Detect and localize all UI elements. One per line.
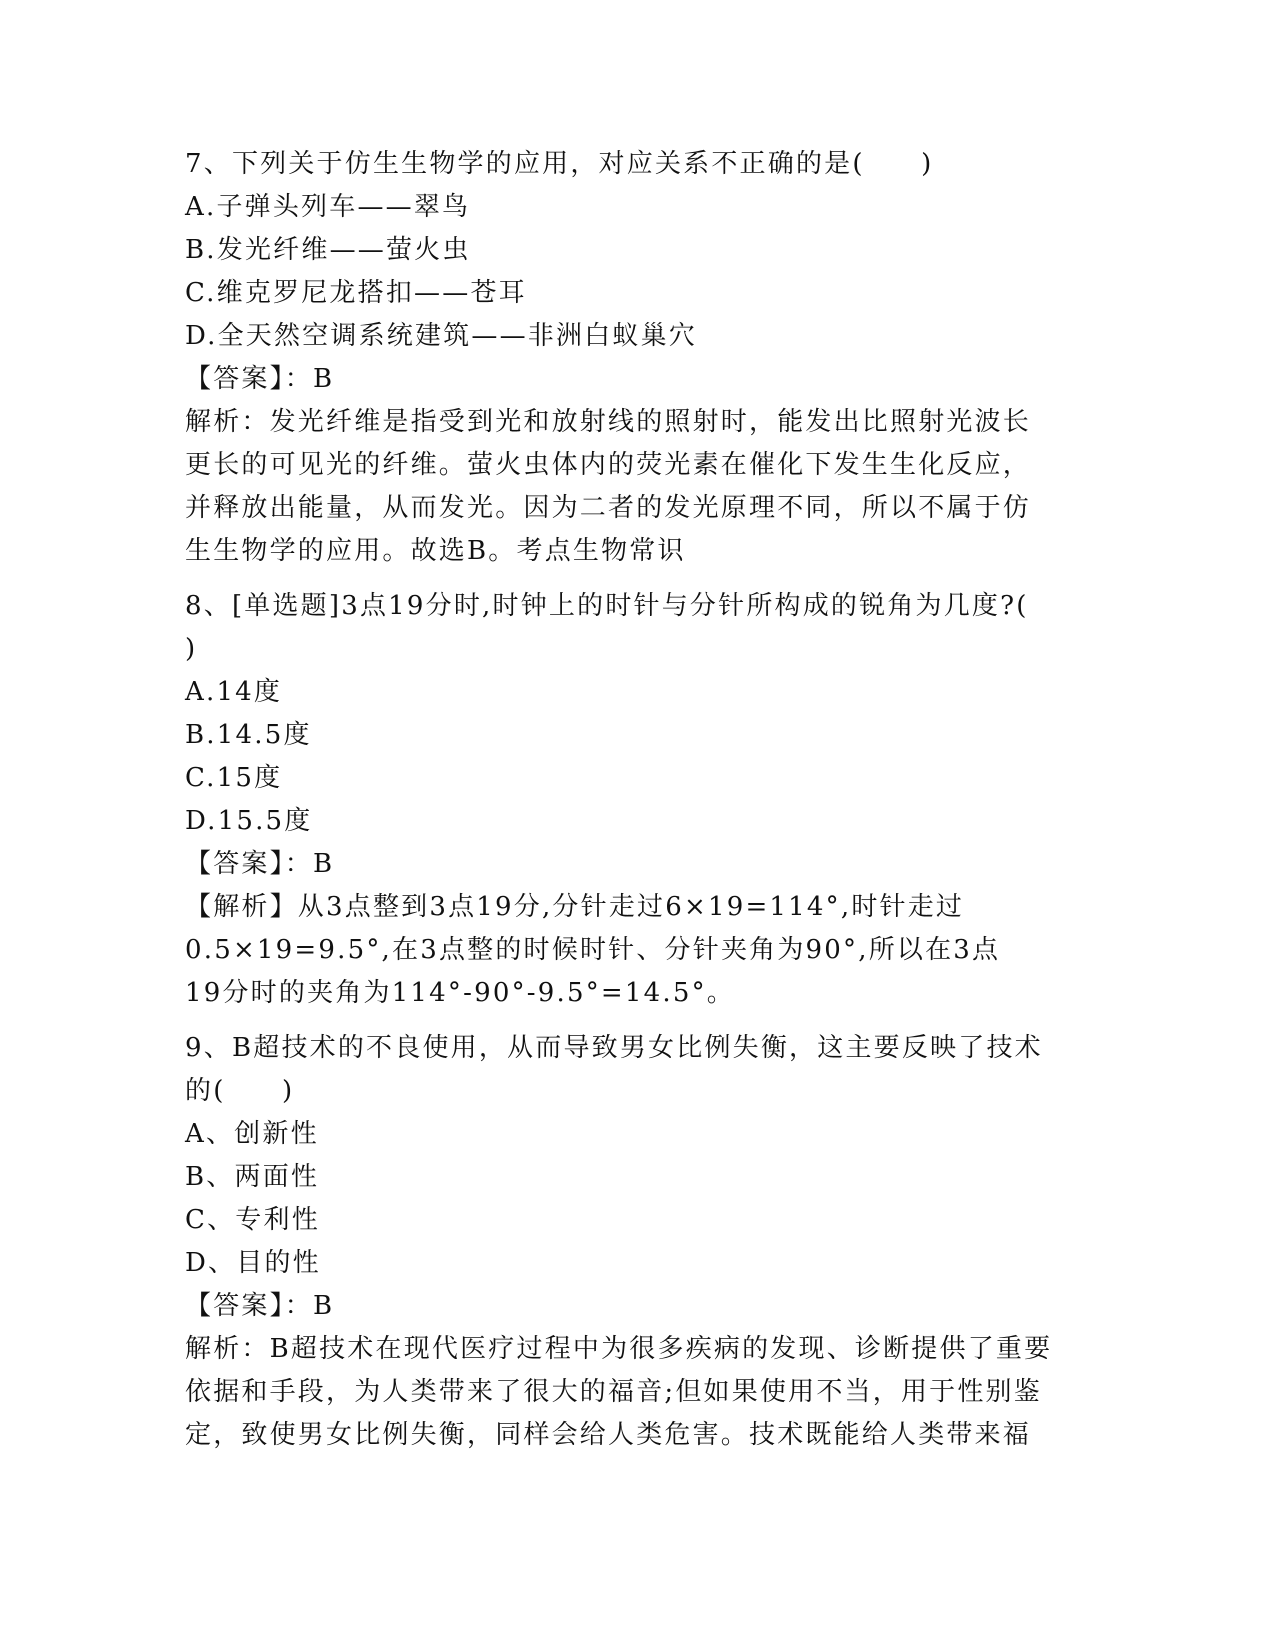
question-9-option-b: B、两面性	[185, 1162, 320, 1192]
question-7-option-b: B.发光纤维——萤火虫	[185, 235, 471, 265]
question-9-option-d: D、目的性	[185, 1248, 321, 1278]
question-8-stem-line-2: )	[185, 634, 198, 664]
question-8-option-b: B.14.5度	[185, 720, 312, 750]
question-gap	[185, 1015, 1085, 1027]
question-7-option-d: D.全天然空调系统建筑——非洲白蚁巢穴	[185, 321, 697, 351]
question-8-option-a: A.14度	[185, 677, 283, 707]
question-9	[185, 1027, 1085, 1457]
document-content	[185, 143, 1085, 1457]
question-9-explanation-line-1: 解析：B超技术在现代医疗过程中为很多疾病的发现、诊断提供了重要	[185, 1334, 1053, 1364]
question-7	[185, 143, 1085, 573]
question-9-option-c: C、专利性	[185, 1205, 320, 1235]
question-8-option-d: D.15.5度	[185, 806, 313, 836]
question-7-explanation-line-1: 解析：发光纤维是指受到光和放射线的照射时，能发出比照射光波长	[185, 407, 1032, 437]
question-9-stem-line-1: 9、B超技术的不良使用，从而导致男女比例失衡，这主要反映了技术	[185, 1033, 1043, 1063]
question-9-stem-line-2: 的( )	[185, 1076, 295, 1106]
question-8-explanation-line-1: 【解析】从3点整到3点19分,分针走过6×19=114°,时针走过	[185, 892, 965, 922]
question-9-option-a: A、创新性	[185, 1119, 319, 1149]
question-8-answer: 【答案】：B	[185, 849, 335, 879]
question-9-explanation-line-3: 定，致使男女比例失衡，同样会给人类危害。技术既能给人类带来福	[185, 1420, 1032, 1450]
question-8-option-c: C.15度	[185, 763, 283, 793]
question-8-explanation-line-2: 0.5×19=9.5°,在3点整的时候时针、分针夹角为90°,所以在3点	[185, 935, 1001, 965]
question-7-explanation-line-3: 并释放出能量，从而发光。因为二者的发光原理不同，所以不属于仿	[185, 493, 1032, 523]
question-gap	[185, 573, 1085, 585]
question-8	[185, 585, 1085, 1015]
question-7-answer: 【答案】：B	[185, 364, 335, 394]
question-7-stem: 7、下列关于仿生生物学的应用，对应关系不正确的是( )	[185, 149, 934, 179]
question-7-option-c: C.维克罗尼龙搭扣——苍耳	[185, 278, 527, 308]
question-8-explanation-line-3: 19分时的夹角为114°-90°-9.5°=14.5°。	[185, 978, 735, 1008]
question-9-explanation-line-2: 依据和手段，为人类带来了很大的福音;但如果使用不当，用于性别鉴	[185, 1377, 1042, 1407]
question-7-explanation-line-4: 生生物学的应用。故选B。考点生物常识	[185, 536, 686, 566]
question-9-answer: 【答案】：B	[185, 1291, 335, 1321]
question-8-stem-line-1: 8、[单选题]3点19分时,时钟上的时针与分针所构成的锐角为几度?(	[185, 591, 1029, 621]
question-7-explanation-line-2: 更长的可见光的纤维。萤火虫体内的荧光素在催化下发生生化反应，	[185, 450, 1032, 480]
question-7-option-a: A.子弹头列车——翠鸟	[185, 192, 471, 222]
